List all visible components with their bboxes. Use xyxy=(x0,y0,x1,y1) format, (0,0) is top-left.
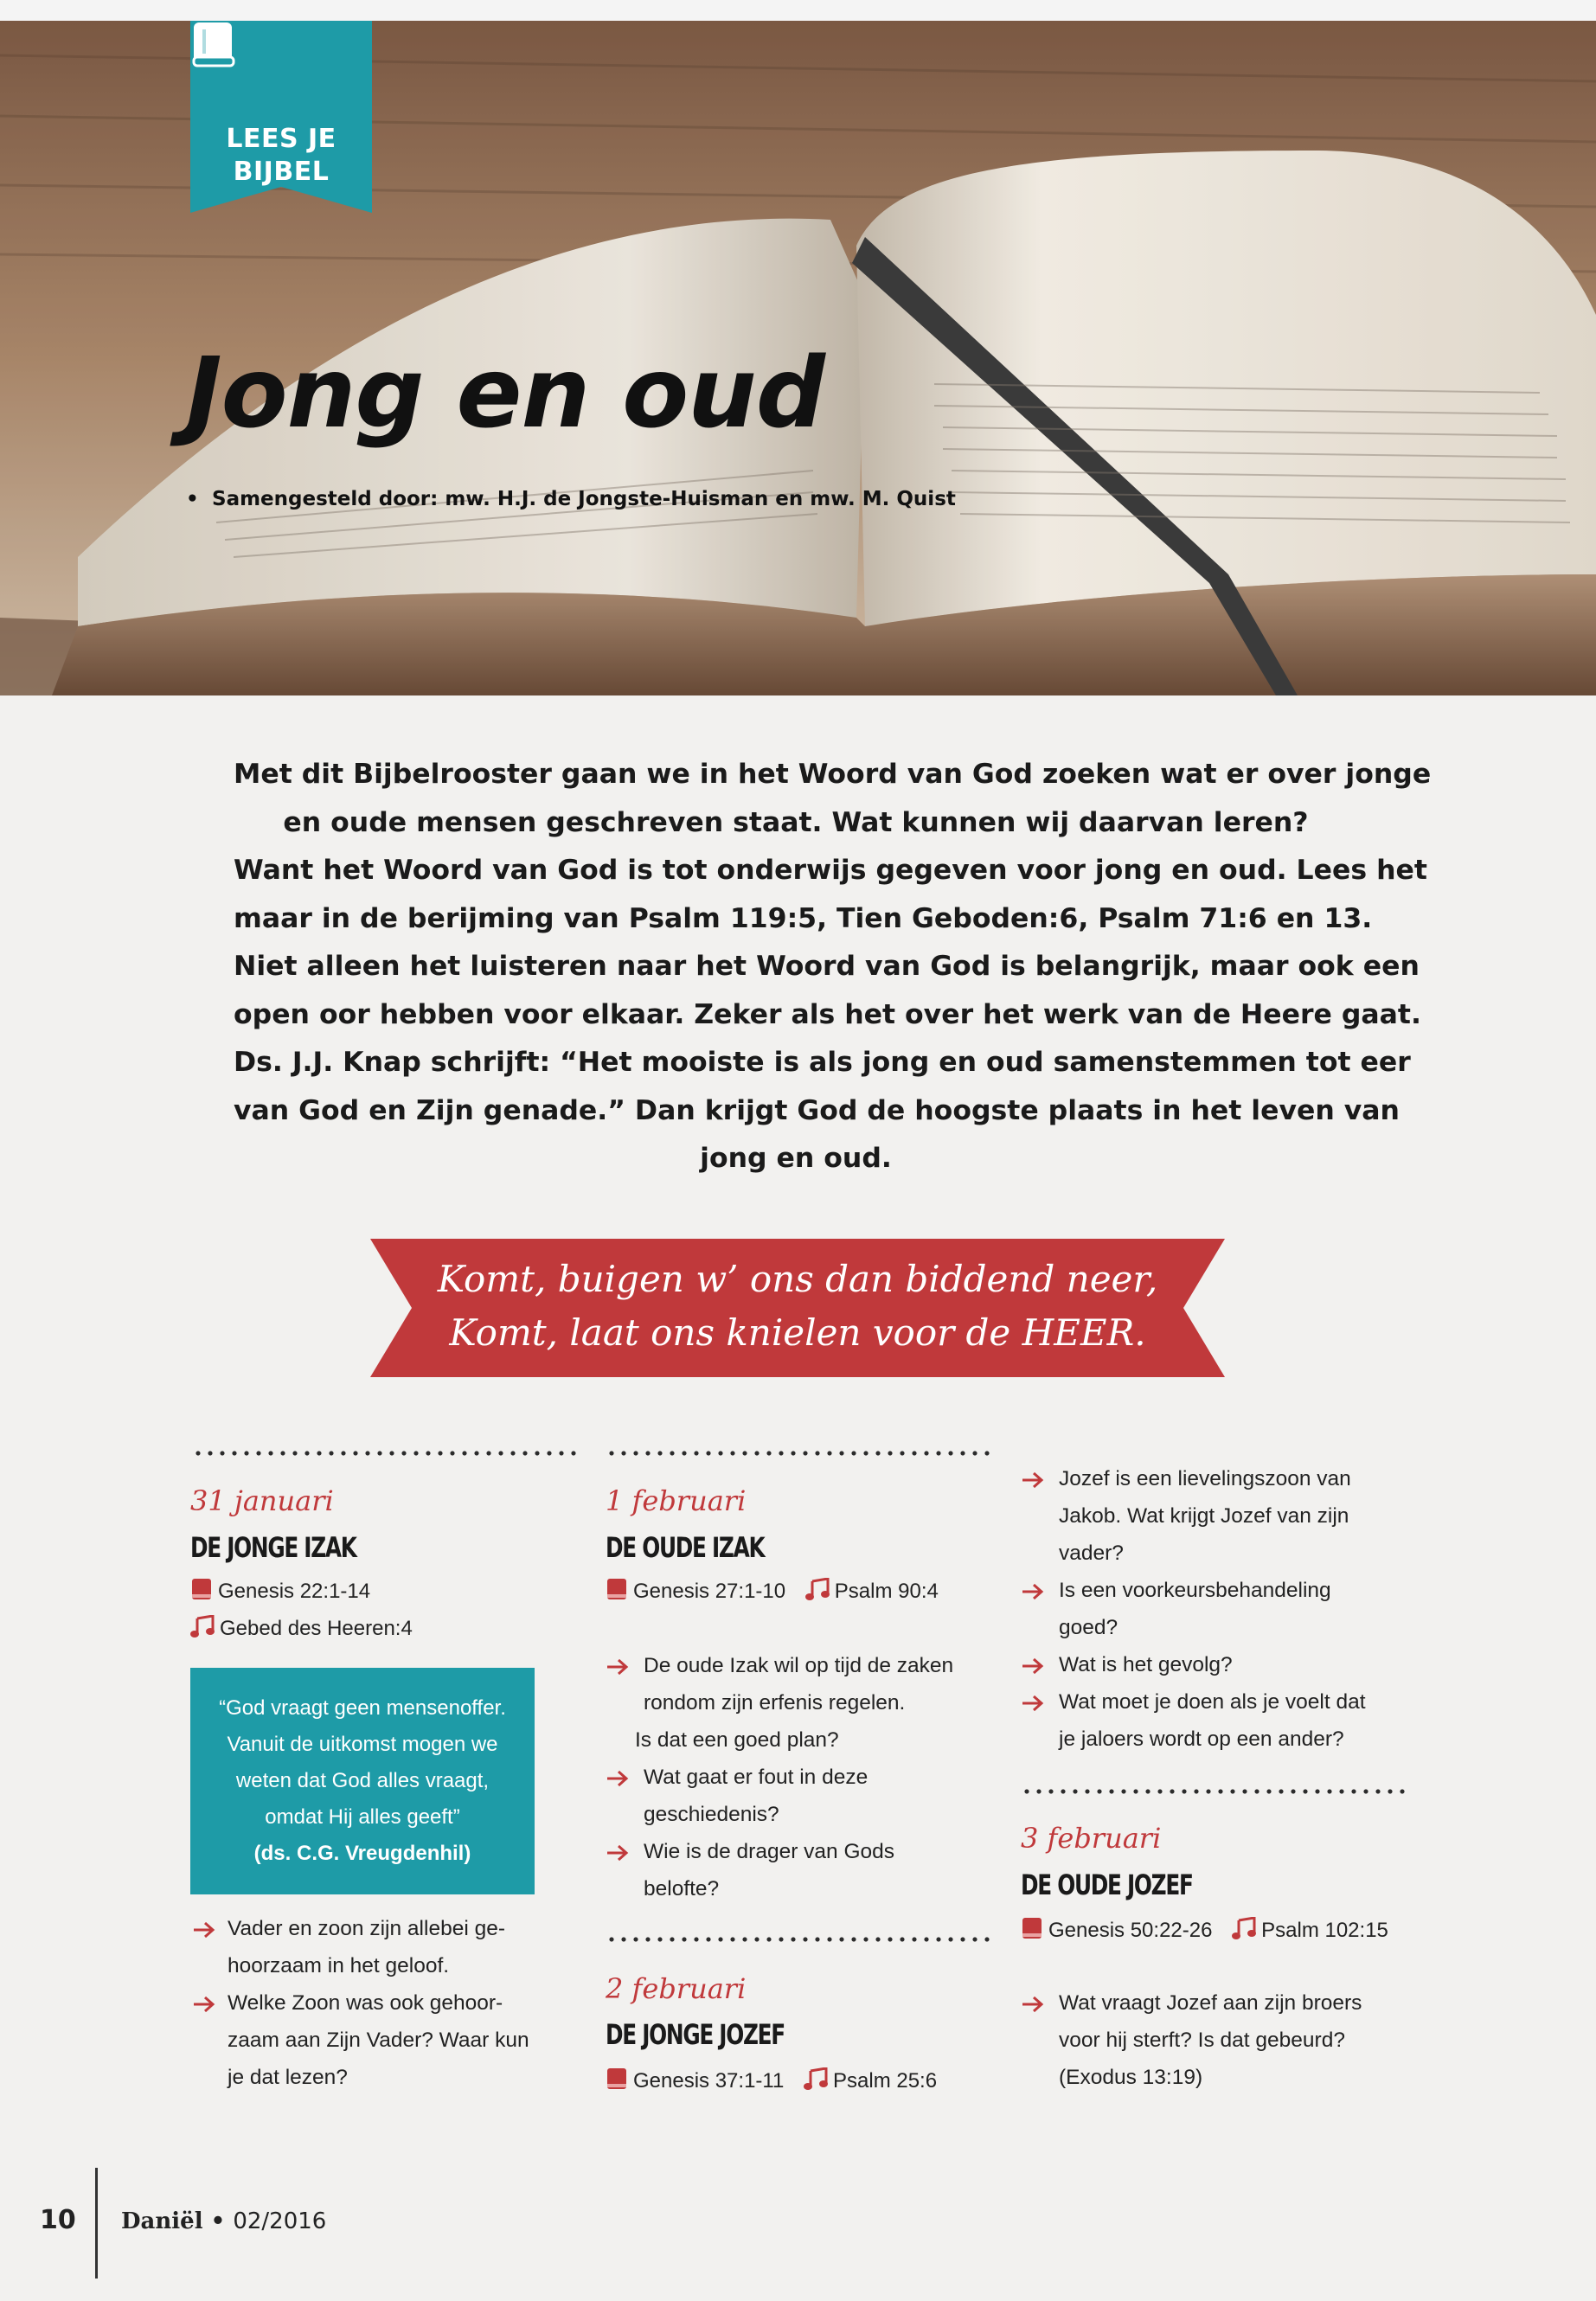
question-line: rondom zijn erfenis regelen. xyxy=(644,1691,906,1715)
question-line: Wat is het gevolg? xyxy=(1059,1653,1233,1676)
music-note-icon xyxy=(804,2067,828,2090)
dotted-separator xyxy=(606,1449,991,1458)
day-date: 3 februari xyxy=(1021,1822,1162,1855)
question xyxy=(1059,1683,1366,1758)
badge-line-1: LEES JE xyxy=(226,124,337,154)
sing-reference xyxy=(190,1615,413,1641)
arrow-right-icon xyxy=(1021,1995,1045,2014)
day-date: 1 februari xyxy=(606,1484,747,1517)
intro-line: maar in de berijming van Psalm 119:5, Tien Geboden:6, Psalm 71:6 en 13. xyxy=(234,902,1373,934)
bullet-icon: • xyxy=(186,488,199,510)
intro-text xyxy=(234,751,1432,1183)
issue-number: 02/2016 xyxy=(233,2208,327,2234)
question-line: vader? xyxy=(1059,1541,1124,1565)
question xyxy=(1059,1572,1331,1646)
question-line: Wat vraagt Jozef aan zijn broers xyxy=(1059,1991,1362,2015)
quote-line: weten dat God alles vraagt, xyxy=(235,1769,490,1792)
question-line: Is dat een goed plan? xyxy=(635,1728,839,1752)
dotted-separator xyxy=(606,1935,991,1944)
arrow-right-icon xyxy=(1021,1694,1045,1713)
question-line: geschiedenis? xyxy=(644,1803,779,1826)
arrow-right-icon xyxy=(606,1769,630,1788)
day-heading: DE JONGE JOZEF xyxy=(606,2018,785,2051)
question xyxy=(1059,1984,1362,2096)
read-text: Genesis 37:1-11 xyxy=(633,2069,785,2093)
intro-line: Ds. J.J. Knap schrijft: “Het mooiste is als jong en oud samenstemmen tot eer xyxy=(234,1047,1411,1078)
book-icon xyxy=(1021,1917,1043,1939)
quote-line: omdat Hij alles geeft” xyxy=(265,1805,460,1829)
book-icon xyxy=(190,1578,213,1600)
question-line: Jakob. Wat krijgt Jozef van zijn xyxy=(1059,1504,1349,1528)
read-reference xyxy=(1021,1917,1388,1943)
day-date: 2 februari xyxy=(606,1972,747,2005)
question-line: Welke Zoon was ook gehoor- xyxy=(228,1991,503,2015)
question-line: goed? xyxy=(1059,1616,1118,1639)
intro-line: Niet alleen het luisteren naar het Woord van God is belangrijk, maar ook een xyxy=(234,951,1420,982)
intro-line: van God en Zijn genade.” Dan krijgt God de hoogste plaats in het leven van xyxy=(234,1094,1400,1126)
dotted-separator xyxy=(192,1449,578,1458)
arrow-right-icon xyxy=(192,1920,216,1939)
ribbon-line-2: Komt, laat ons knielen voor de HEER. xyxy=(449,1311,1146,1354)
question-line: Wat moet je doen als je voelt dat xyxy=(1059,1690,1366,1714)
question-line: Is een voorkeursbehandeling xyxy=(1059,1579,1331,1602)
quote-line: Vanuit de uitkomst mogen we xyxy=(227,1733,498,1756)
read-reference xyxy=(606,1578,939,1604)
quote-line: “God vraagt geen mensenoffer. xyxy=(219,1696,506,1720)
intro-line: open oor hebben voor elkaar. Zeker als het over het werk van de Heere gaat. xyxy=(234,998,1421,1030)
page-number: 10 xyxy=(40,2205,76,2235)
question xyxy=(228,1984,529,2096)
question xyxy=(228,1910,505,1984)
question-line: hoorzaam in het geloof. xyxy=(228,1954,450,1977)
day-date: 31 januari xyxy=(190,1484,334,1517)
arrow-right-icon xyxy=(192,1995,216,2014)
read-reference xyxy=(190,1578,370,1604)
top-margin xyxy=(0,0,1596,21)
day-heading: DE OUDE IZAK xyxy=(606,1531,765,1564)
arrow-right-icon xyxy=(606,1657,630,1676)
intro-line: Want het Woord van God is tot onderwijs gegeven voor jong en oud. Lees het xyxy=(234,855,1427,886)
question xyxy=(1059,1646,1233,1683)
intro-line: en oude mensen geschreven staat. Wat kunnen wij daarvan leren? xyxy=(283,806,1309,838)
quote-box xyxy=(190,1668,535,1894)
read-text: Genesis 27:1-10 xyxy=(633,1580,786,1603)
read-text: Genesis 22:1-14 xyxy=(218,1580,371,1603)
sing-text: Gebed des Heeren:4 xyxy=(220,1617,413,1640)
footer-magazine: Daniël • 02/2016 xyxy=(121,2208,327,2234)
badge-line-2: BIJBEL xyxy=(233,157,330,187)
arrow-right-icon xyxy=(1021,1471,1045,1490)
question-line: Wat gaat er fout in deze xyxy=(644,1766,869,1789)
question-line: belofte? xyxy=(644,1877,720,1900)
quote-author: (ds. C.G. Vreugdenhil) xyxy=(253,1842,471,1865)
question-line: zaam aan Zijn Vader? Waar kun xyxy=(228,2029,529,2052)
dotted-separator xyxy=(1021,1787,1407,1796)
psalm-ribbon xyxy=(370,1239,1225,1377)
magazine-name: Daniël xyxy=(121,2208,203,2234)
question xyxy=(635,1647,954,1759)
intro-line: jong en oud. xyxy=(700,1143,892,1174)
question-line: Vader en zoon zijn allebei ge- xyxy=(228,1917,505,1940)
question xyxy=(644,1759,868,1833)
read-text: Genesis 50:22-26 xyxy=(1048,1919,1213,1942)
ribbon-line-1: Komt, buigen w’ ons dan biddend neer, xyxy=(437,1258,1158,1300)
question-line: De oude Izak wil op tijd de zaken xyxy=(644,1654,954,1677)
question-line: voor hij sterft? Is dat gebeurd? xyxy=(1059,2029,1345,2052)
byline-text: Samengesteld door: mw. H.J. de Jongste-Huisman en mw. M. Quist xyxy=(212,488,956,510)
sing-text: Psalm 25:6 xyxy=(833,2069,938,2093)
question xyxy=(1059,1460,1351,1572)
page-title: Jong en oud xyxy=(186,337,825,450)
question-line: je jaloers wordt op een ander? xyxy=(1059,1727,1344,1751)
sing-text: Psalm 102:15 xyxy=(1261,1919,1388,1942)
day-heading: DE JONGE IZAK xyxy=(190,1531,356,1564)
read-reference xyxy=(606,2067,937,2093)
music-note-icon xyxy=(805,1578,830,1600)
question xyxy=(644,1833,894,1907)
arrow-right-icon xyxy=(1021,1657,1045,1676)
intro-line: Met dit Bijbelrooster gaan we in het Woord van God zoeken wat er over jonge xyxy=(234,759,1432,790)
question-line: (Exodus 13:19) xyxy=(1059,2066,1203,2089)
day-heading: DE OUDE JOZEF xyxy=(1021,1868,1193,1901)
arrow-right-icon xyxy=(606,1843,630,1862)
book-icon xyxy=(606,1578,628,1600)
arrow-right-icon xyxy=(1021,1582,1045,1601)
sing-text: Psalm 90:4 xyxy=(834,1580,939,1603)
book-icon xyxy=(606,2067,628,2090)
music-note-icon xyxy=(1232,1917,1256,1939)
question-line: Wie is de drager van Gods xyxy=(644,1840,895,1863)
section-badge xyxy=(190,21,372,213)
byline xyxy=(186,488,956,510)
question-line: Jozef is een lievelingszoon van xyxy=(1059,1467,1351,1490)
footer-divider xyxy=(95,2168,98,2279)
music-note-icon xyxy=(190,1615,215,1638)
book-icon xyxy=(190,21,237,69)
question-line: je dat lezen? xyxy=(228,2066,348,2089)
